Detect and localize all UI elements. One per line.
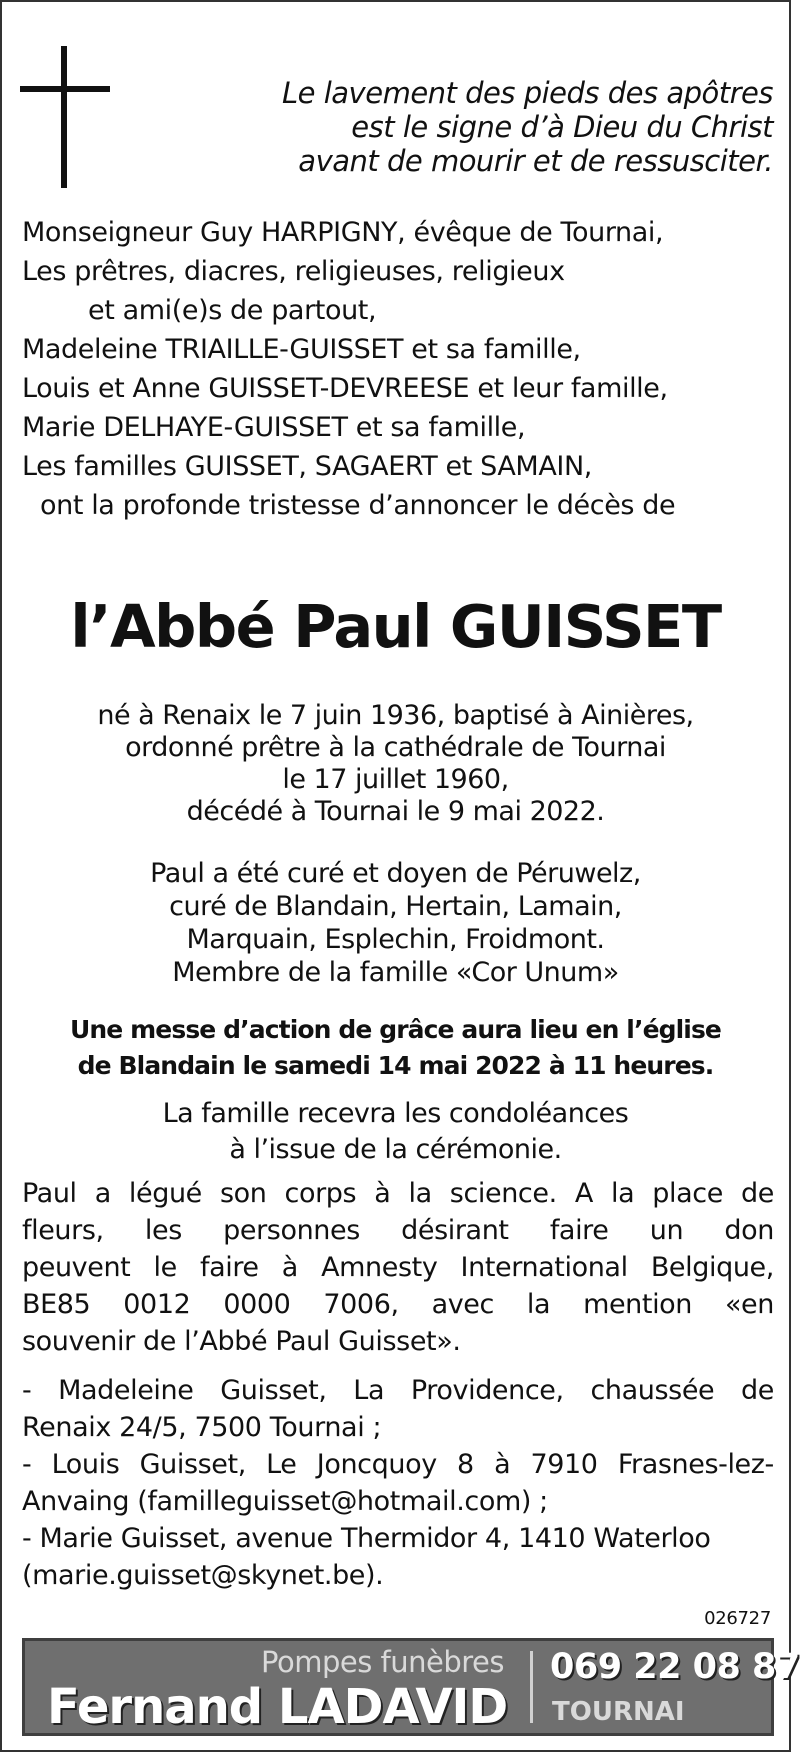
justified-line bbox=[22, 1446, 774, 1483]
word: Belgique, bbox=[650, 1252, 774, 1283]
bio-line: né à Renaix le 7 juin 1936, baptisé à Ainières, bbox=[97, 700, 694, 731]
word: 0000 bbox=[223, 1289, 291, 1320]
word: Paul bbox=[22, 1178, 77, 1209]
word: peuvent bbox=[22, 1252, 131, 1283]
career-line: Marquain, Esplechin, Froidmont. bbox=[186, 924, 605, 955]
mourners-list bbox=[22, 213, 782, 525]
word: les bbox=[144, 1215, 182, 1246]
announcement-line: ont la profonde tristesse d’annoncer le décès de bbox=[40, 490, 676, 521]
word: Guisset, bbox=[220, 1375, 327, 1406]
condolences-note bbox=[2, 1096, 789, 1168]
word: - bbox=[22, 1375, 32, 1406]
career-line: curé de Blandain, Hertain, Lamain, bbox=[169, 891, 622, 922]
word: - bbox=[22, 1449, 32, 1480]
paragraph-line: souvenir de l’Abbé Paul Guisset». bbox=[22, 1326, 461, 1357]
mourner-line: Louis et Anne GUISSET-DEVREESE et leur famille, bbox=[22, 373, 668, 404]
word: à bbox=[374, 1178, 391, 1209]
word: Le bbox=[266, 1449, 297, 1480]
word: La bbox=[353, 1375, 385, 1406]
funeral-home-label: Pompes funèbres bbox=[261, 1645, 504, 1679]
word: fleurs, bbox=[22, 1215, 104, 1246]
cross-icon bbox=[20, 46, 110, 188]
word: don bbox=[724, 1215, 774, 1246]
word: Guisset, bbox=[139, 1449, 246, 1480]
word: «en bbox=[724, 1289, 774, 1320]
word: 0012 bbox=[123, 1289, 191, 1320]
condolences-line: La famille recevra les condoléances bbox=[162, 1098, 629, 1129]
word: Joncquoy bbox=[316, 1449, 437, 1480]
word: la bbox=[610, 1178, 635, 1209]
address-line: - Marie Guisset, avenue Thermidor 4, 1410 Waterloo bbox=[22, 1523, 711, 1554]
mourner-line: Les familles GUISSET, SAGAERT et SAMAIN, bbox=[22, 451, 592, 482]
word: son bbox=[219, 1178, 267, 1209]
bio-line: le 17 juillet 1960, bbox=[282, 764, 509, 795]
career-line: Membre de la famille «Cor Unum» bbox=[172, 957, 619, 988]
mourner-line: Marie DELHAYE-GUISSET et sa famille, bbox=[22, 412, 526, 443]
word: corps bbox=[284, 1178, 357, 1209]
word: de bbox=[741, 1375, 774, 1406]
quote-line: est le signe d’à Dieu du Christ bbox=[351, 110, 773, 144]
justified-line bbox=[22, 1175, 774, 1212]
word: personnes bbox=[223, 1215, 360, 1246]
biography bbox=[2, 700, 789, 828]
quote-line: Le lavement des pieds des apôtres bbox=[282, 76, 773, 110]
word: légué bbox=[128, 1178, 202, 1209]
quote-line: avant de mourir et de ressusciter. bbox=[298, 144, 773, 178]
epigraph-quote bbox=[213, 76, 773, 178]
condolences-line: à l’issue de la cérémonie. bbox=[229, 1134, 562, 1165]
word: Louis bbox=[51, 1449, 120, 1480]
funeral-home-name: Fernand LADAVID bbox=[47, 1679, 508, 1735]
word: Amnesty bbox=[321, 1252, 438, 1283]
word: Frasnes-lez- bbox=[617, 1449, 774, 1480]
address-line: Anvaing (familleguisset@hotmail.com) ; bbox=[22, 1486, 548, 1517]
word: la bbox=[526, 1289, 551, 1320]
word: à bbox=[494, 1449, 511, 1480]
word: 8 bbox=[457, 1449, 474, 1480]
mourner-line: Monseigneur Guy HARPIGNY, évêque de Tournai, bbox=[22, 217, 664, 248]
funeral-home-phone: 069 22 08 87 bbox=[550, 1647, 800, 1687]
word: faire bbox=[199, 1252, 259, 1283]
word: un bbox=[649, 1215, 684, 1246]
word: science. bbox=[449, 1178, 557, 1209]
donation-paragraph bbox=[22, 1175, 774, 1360]
funeral-home-city: TOURNAI bbox=[552, 1697, 685, 1727]
word: chaussée bbox=[590, 1375, 715, 1406]
word: place bbox=[652, 1178, 723, 1209]
word: mention bbox=[583, 1289, 693, 1320]
justified-line bbox=[22, 1372, 774, 1409]
word: International bbox=[460, 1252, 628, 1283]
bio-line: décédé à Tournai le 9 mai 2022. bbox=[186, 796, 605, 827]
justified-line bbox=[22, 1212, 774, 1249]
word: la bbox=[408, 1178, 432, 1209]
funeral-home-banner bbox=[22, 1638, 800, 1736]
banner-divider bbox=[530, 1651, 533, 1723]
word: BE85 bbox=[22, 1289, 91, 1320]
mass-announcement bbox=[2, 1012, 789, 1084]
word: 7006, bbox=[323, 1289, 399, 1320]
word: faire bbox=[549, 1215, 609, 1246]
mourner-line: et ami(e)s de partout, bbox=[88, 295, 377, 326]
word: avec bbox=[431, 1289, 494, 1320]
career bbox=[2, 857, 789, 989]
mourner-line: Les prêtres, diacres, religieuses, religieux bbox=[22, 256, 565, 287]
mass-line: Une messe d’action de grâce aura lieu en l’église bbox=[69, 1015, 721, 1044]
word: Madeleine bbox=[58, 1375, 194, 1406]
career-line: Paul a été curé et doyen de Péruwelz, bbox=[150, 858, 641, 889]
address-line: Renaix 24/5, 7500 Tournai ; bbox=[22, 1412, 382, 1443]
justified-line bbox=[22, 1286, 774, 1323]
address-line: (marie.guisset@skynet.be). bbox=[22, 1560, 384, 1591]
justified-line bbox=[22, 1249, 774, 1286]
word: le bbox=[153, 1252, 177, 1283]
word: 7910 bbox=[530, 1449, 598, 1480]
word: désirant bbox=[401, 1215, 509, 1246]
word: Providence, bbox=[410, 1375, 564, 1406]
word: A bbox=[574, 1178, 593, 1209]
word: à bbox=[281, 1252, 298, 1283]
bio-line: ordonné prêtre à la cathédrale de Tournai bbox=[125, 732, 666, 763]
reference-number: 026727 bbox=[704, 1608, 771, 1629]
deceased-name: l’Abbé Paul GUISSET bbox=[70, 592, 721, 661]
mass-line: de Blandain le samedi 14 mai 2022 à 11 heures. bbox=[77, 1051, 714, 1080]
mourner-line: Madeleine TRIAILLE-GUISSET et sa famille, bbox=[22, 334, 581, 365]
contact-addresses bbox=[22, 1372, 774, 1594]
word: a bbox=[94, 1178, 111, 1209]
word: de bbox=[741, 1178, 774, 1209]
